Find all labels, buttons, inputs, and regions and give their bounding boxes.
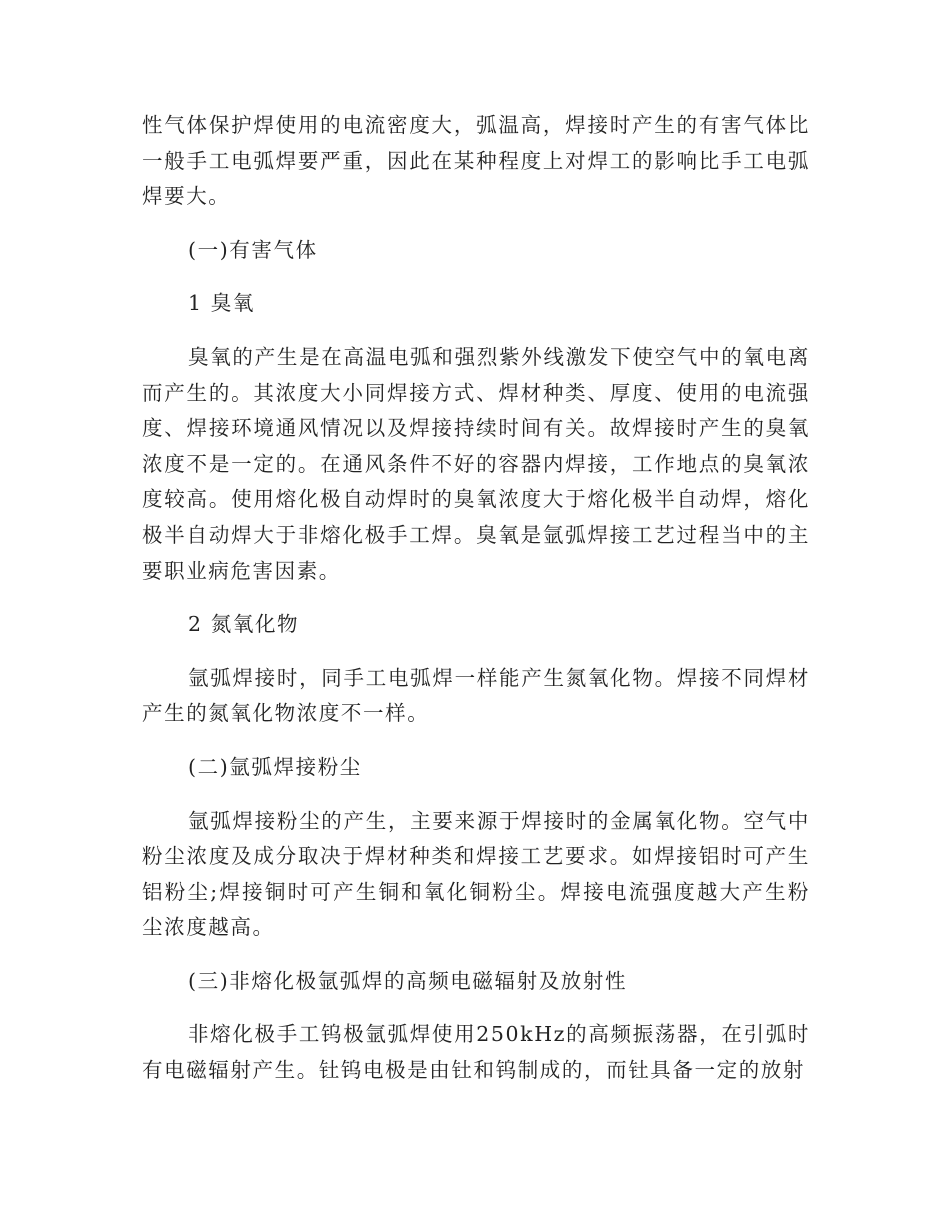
paragraph-intro-continuation: 性气体保护焊使用的电流密度大，弧温高，焊接时产生的有害气体比一般手工电弧焊要严重，因此在某种程度上对焊工的影响比手工电弧焊要大。 (142, 113, 810, 209)
paragraph-nitrogen-oxides: 氩弧焊接时，同手工电弧焊一样能产生氮氧化物。焊接不同焊材产生的氮氧化物浓度不一样。 (142, 665, 810, 726)
subsection-heading-ozone: 1 臭氧 (188, 291, 255, 316)
paragraph-dust: 氩弧焊接粉尘的产生，主要来源于焊接时的金属氧化物。空气中粉尘浓度及成分取决于焊材种类和焊接工艺要求。如焊接铝时可产生铝粉尘;焊接铜时可产生铜和氧化铜粉尘。焊接电流强度越大产生粉尘浓度越高。 (142, 808, 810, 940)
subsection-heading-nitrogen-oxides: 2 氮氧化物 (188, 612, 300, 637)
paragraph-ozone: 臭氧的产生是在高温电弧和强烈紫外线激发下使空气中的氧电离而产生的。其浓度大小同焊接方式、焊材种类、厚度、使用的电流强度、焊接环境通风情况以及焊接持续时间有关。故焊接时产生的臭氧浓度不是一定的。在通风条件不好的容器内焊接，工作地点的臭氧浓度较高。使用熔化极自动焊时的臭氧浓度大于熔化极半自动焊，熔化极半自动焊大于非熔化极手工焊。臭氧是氩弧焊接工艺过程当中的主要职业病危害因素。 (142, 344, 810, 583)
paragraph-radiation: 非熔化极手工钨极氩弧焊使用250kHz的高频振荡器，在引弧时有电磁辐射产生。钍钨电极是由钍和钨制成的，而钍具备一定的放射 (142, 1022, 810, 1083)
section-heading-radiation: (三)非熔化极氩弧焊的高频电磁辐射及放射性 (188, 968, 628, 993)
section-heading-harmful-gas: (一)有害气体 (188, 237, 318, 262)
document-body (142, 108, 810, 1089)
section-heading-dust: (二)氩弧焊接粉尘 (188, 754, 362, 779)
